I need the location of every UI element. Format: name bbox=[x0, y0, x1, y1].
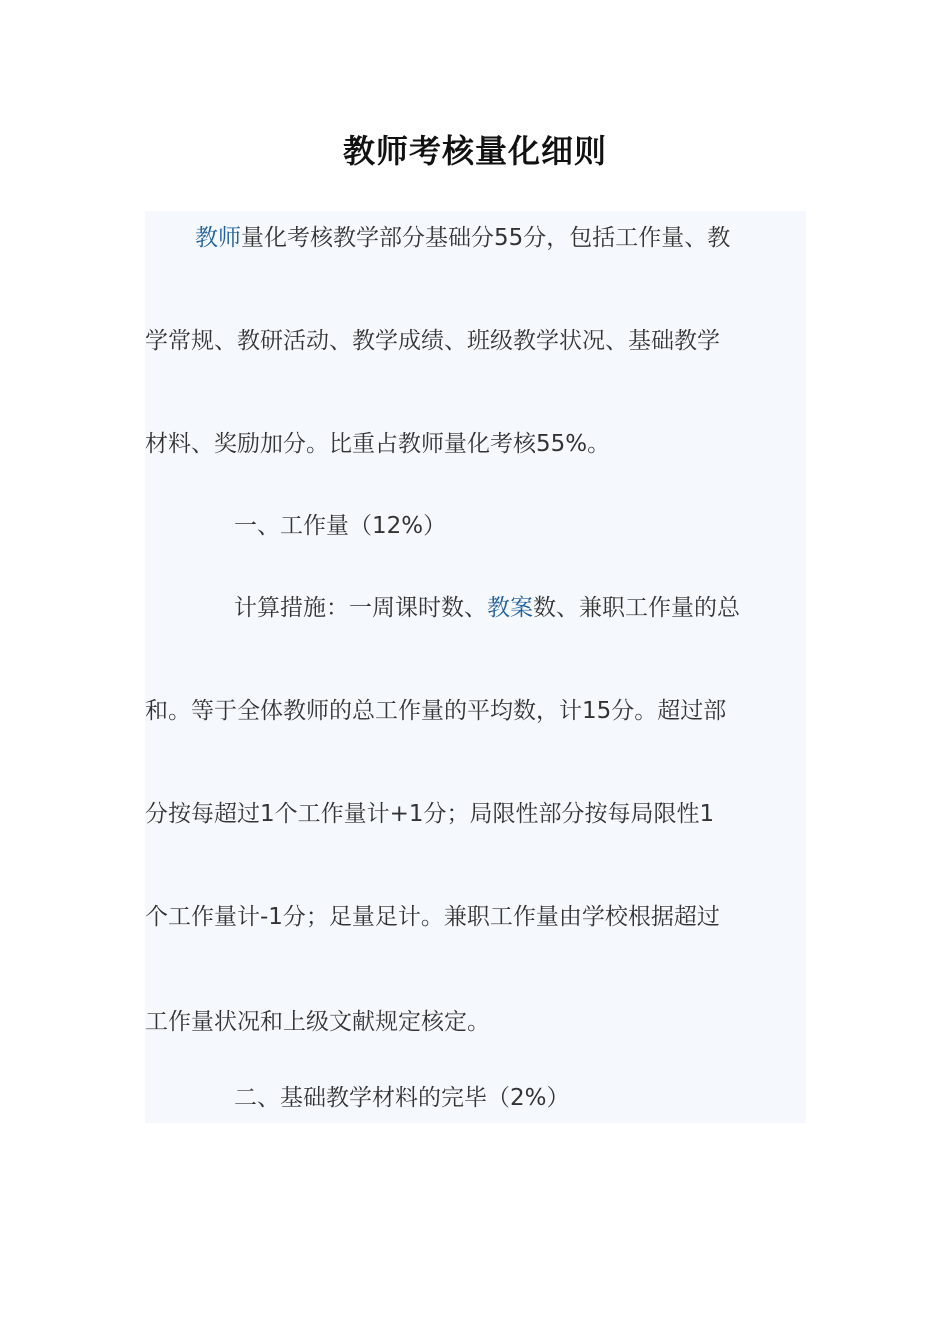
page-title: 教师考核量化细则 bbox=[342, 132, 607, 170]
section-1-heading: 一、工作量（12%） bbox=[234, 513, 447, 539]
section-1-line-4: 个工作量计-1分；足量足计。兼职工作量由学校根据超过 bbox=[145, 904, 720, 930]
link-teacher[interactable]: 教师 bbox=[195, 225, 241, 251]
intro-line-3: 材料、奖励加分。比重占教师量化考核55%。 bbox=[145, 431, 611, 457]
section-1-line-1-text-a: 计算措施：一周课时数、 bbox=[234, 595, 487, 621]
intro-line-1-text: 量化考核教学部分基础分55分，包括工作量、教 bbox=[241, 225, 731, 251]
section-1-line-1-text-b: 数、兼职工作量的总 bbox=[533, 595, 740, 621]
intro-line-1 bbox=[195, 223, 730, 253]
intro-line-2: 学常规、教研活动、教学成绩、班级教学状况、基础教学 bbox=[145, 328, 720, 354]
section-1-line-1 bbox=[234, 593, 740, 623]
section-2-heading: 二、基础教学材料的完毕（2%） bbox=[234, 1085, 570, 1111]
section-1-line-2: 和。等于全体教师的总工作量的平均数，计15分。超过部 bbox=[145, 698, 727, 724]
section-1-line-5: 工作量状况和上级文献规定核定。 bbox=[145, 1009, 490, 1035]
link-lesson-plan[interactable]: 教案 bbox=[487, 595, 533, 621]
document-body bbox=[145, 211, 806, 1123]
section-1-line-3: 分按每超过1个工作量计+1分；局限性部分按每局限性1 bbox=[145, 801, 715, 827]
